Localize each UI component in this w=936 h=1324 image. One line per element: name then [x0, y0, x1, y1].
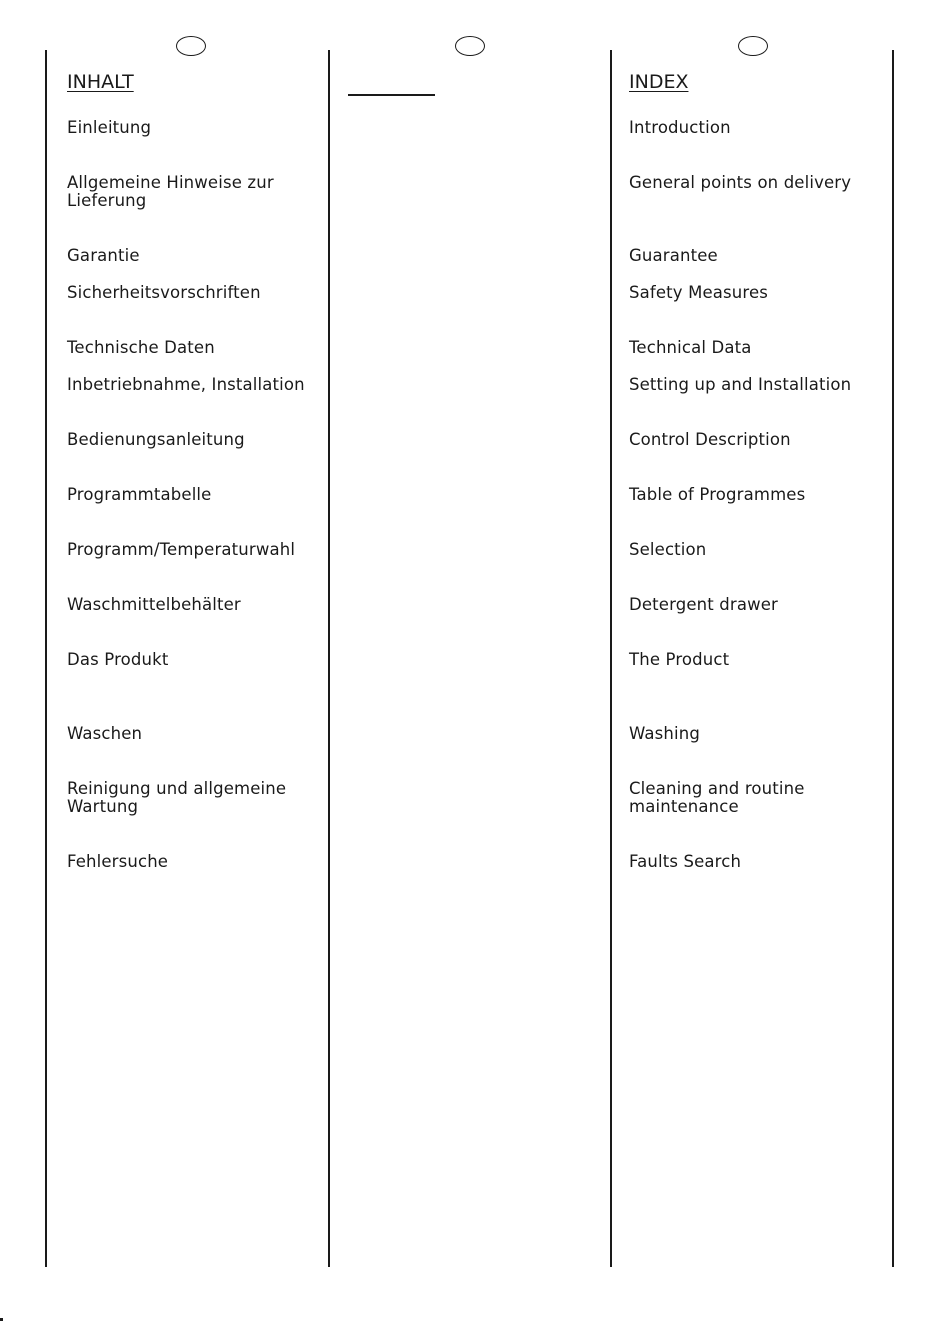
english-index-item: Faults Search: [629, 852, 742, 871]
english-index-heading: INDEX: [629, 71, 689, 93]
english-index-item: Cleaning and routine maintenance: [629, 779, 805, 816]
german-index-item: Bedienungsanleitung: [67, 430, 245, 449]
english-index-item: Table of Programmes: [629, 485, 806, 504]
column-divider-right: [892, 50, 894, 1267]
column-divider-middle-right: [610, 50, 612, 1267]
language-flag-icon-german: [176, 36, 206, 56]
german-index-item: Inbetriebnahme, Installation: [67, 375, 305, 394]
english-index-item: The Product: [629, 650, 730, 669]
german-index-item: Allgemeine Hinweise zur Lieferung: [67, 173, 274, 210]
middle-index-heading-blank: [348, 94, 435, 96]
english-index-item: Guarantee: [629, 246, 718, 265]
language-flag-icon-middle: [455, 36, 485, 56]
german-index-item: Waschmittelbehälter: [67, 595, 241, 614]
language-flag-icon-english: [738, 36, 768, 56]
english-index-item: Washing: [629, 724, 700, 743]
german-index-heading: INHALT: [67, 71, 134, 93]
english-index-item: General points on delivery: [629, 173, 852, 192]
english-index-item: Setting up and Installation: [629, 375, 852, 394]
corner-mark: [0, 1318, 3, 1321]
german-index-item: Sicherheitsvorschriften: [67, 283, 261, 302]
english-index-item: Detergent drawer: [629, 595, 778, 614]
german-index-item: Programm/Temperaturwahl: [67, 540, 296, 559]
german-index-item: Das Produkt: [67, 650, 169, 669]
english-index-item: Selection: [629, 540, 707, 559]
english-index-item: Introduction: [629, 118, 731, 137]
german-index-item: Fehlersuche: [67, 852, 169, 871]
english-index-item: Control Description: [629, 430, 791, 449]
german-index-item: Garantie: [67, 246, 140, 265]
german-index-item: Waschen: [67, 724, 143, 743]
english-index-item: Technical Data: [629, 338, 752, 357]
english-index-item: Safety Measures: [629, 283, 768, 302]
german-index-item: Einleitung: [67, 118, 152, 137]
german-index-item: Programmtabelle: [67, 485, 212, 504]
german-index-item: Reinigung und allgemeine Wartung: [67, 779, 287, 816]
column-divider-middle-left: [328, 50, 330, 1267]
german-index-item: Technische Daten: [67, 338, 215, 357]
column-divider-left: [45, 50, 47, 1267]
